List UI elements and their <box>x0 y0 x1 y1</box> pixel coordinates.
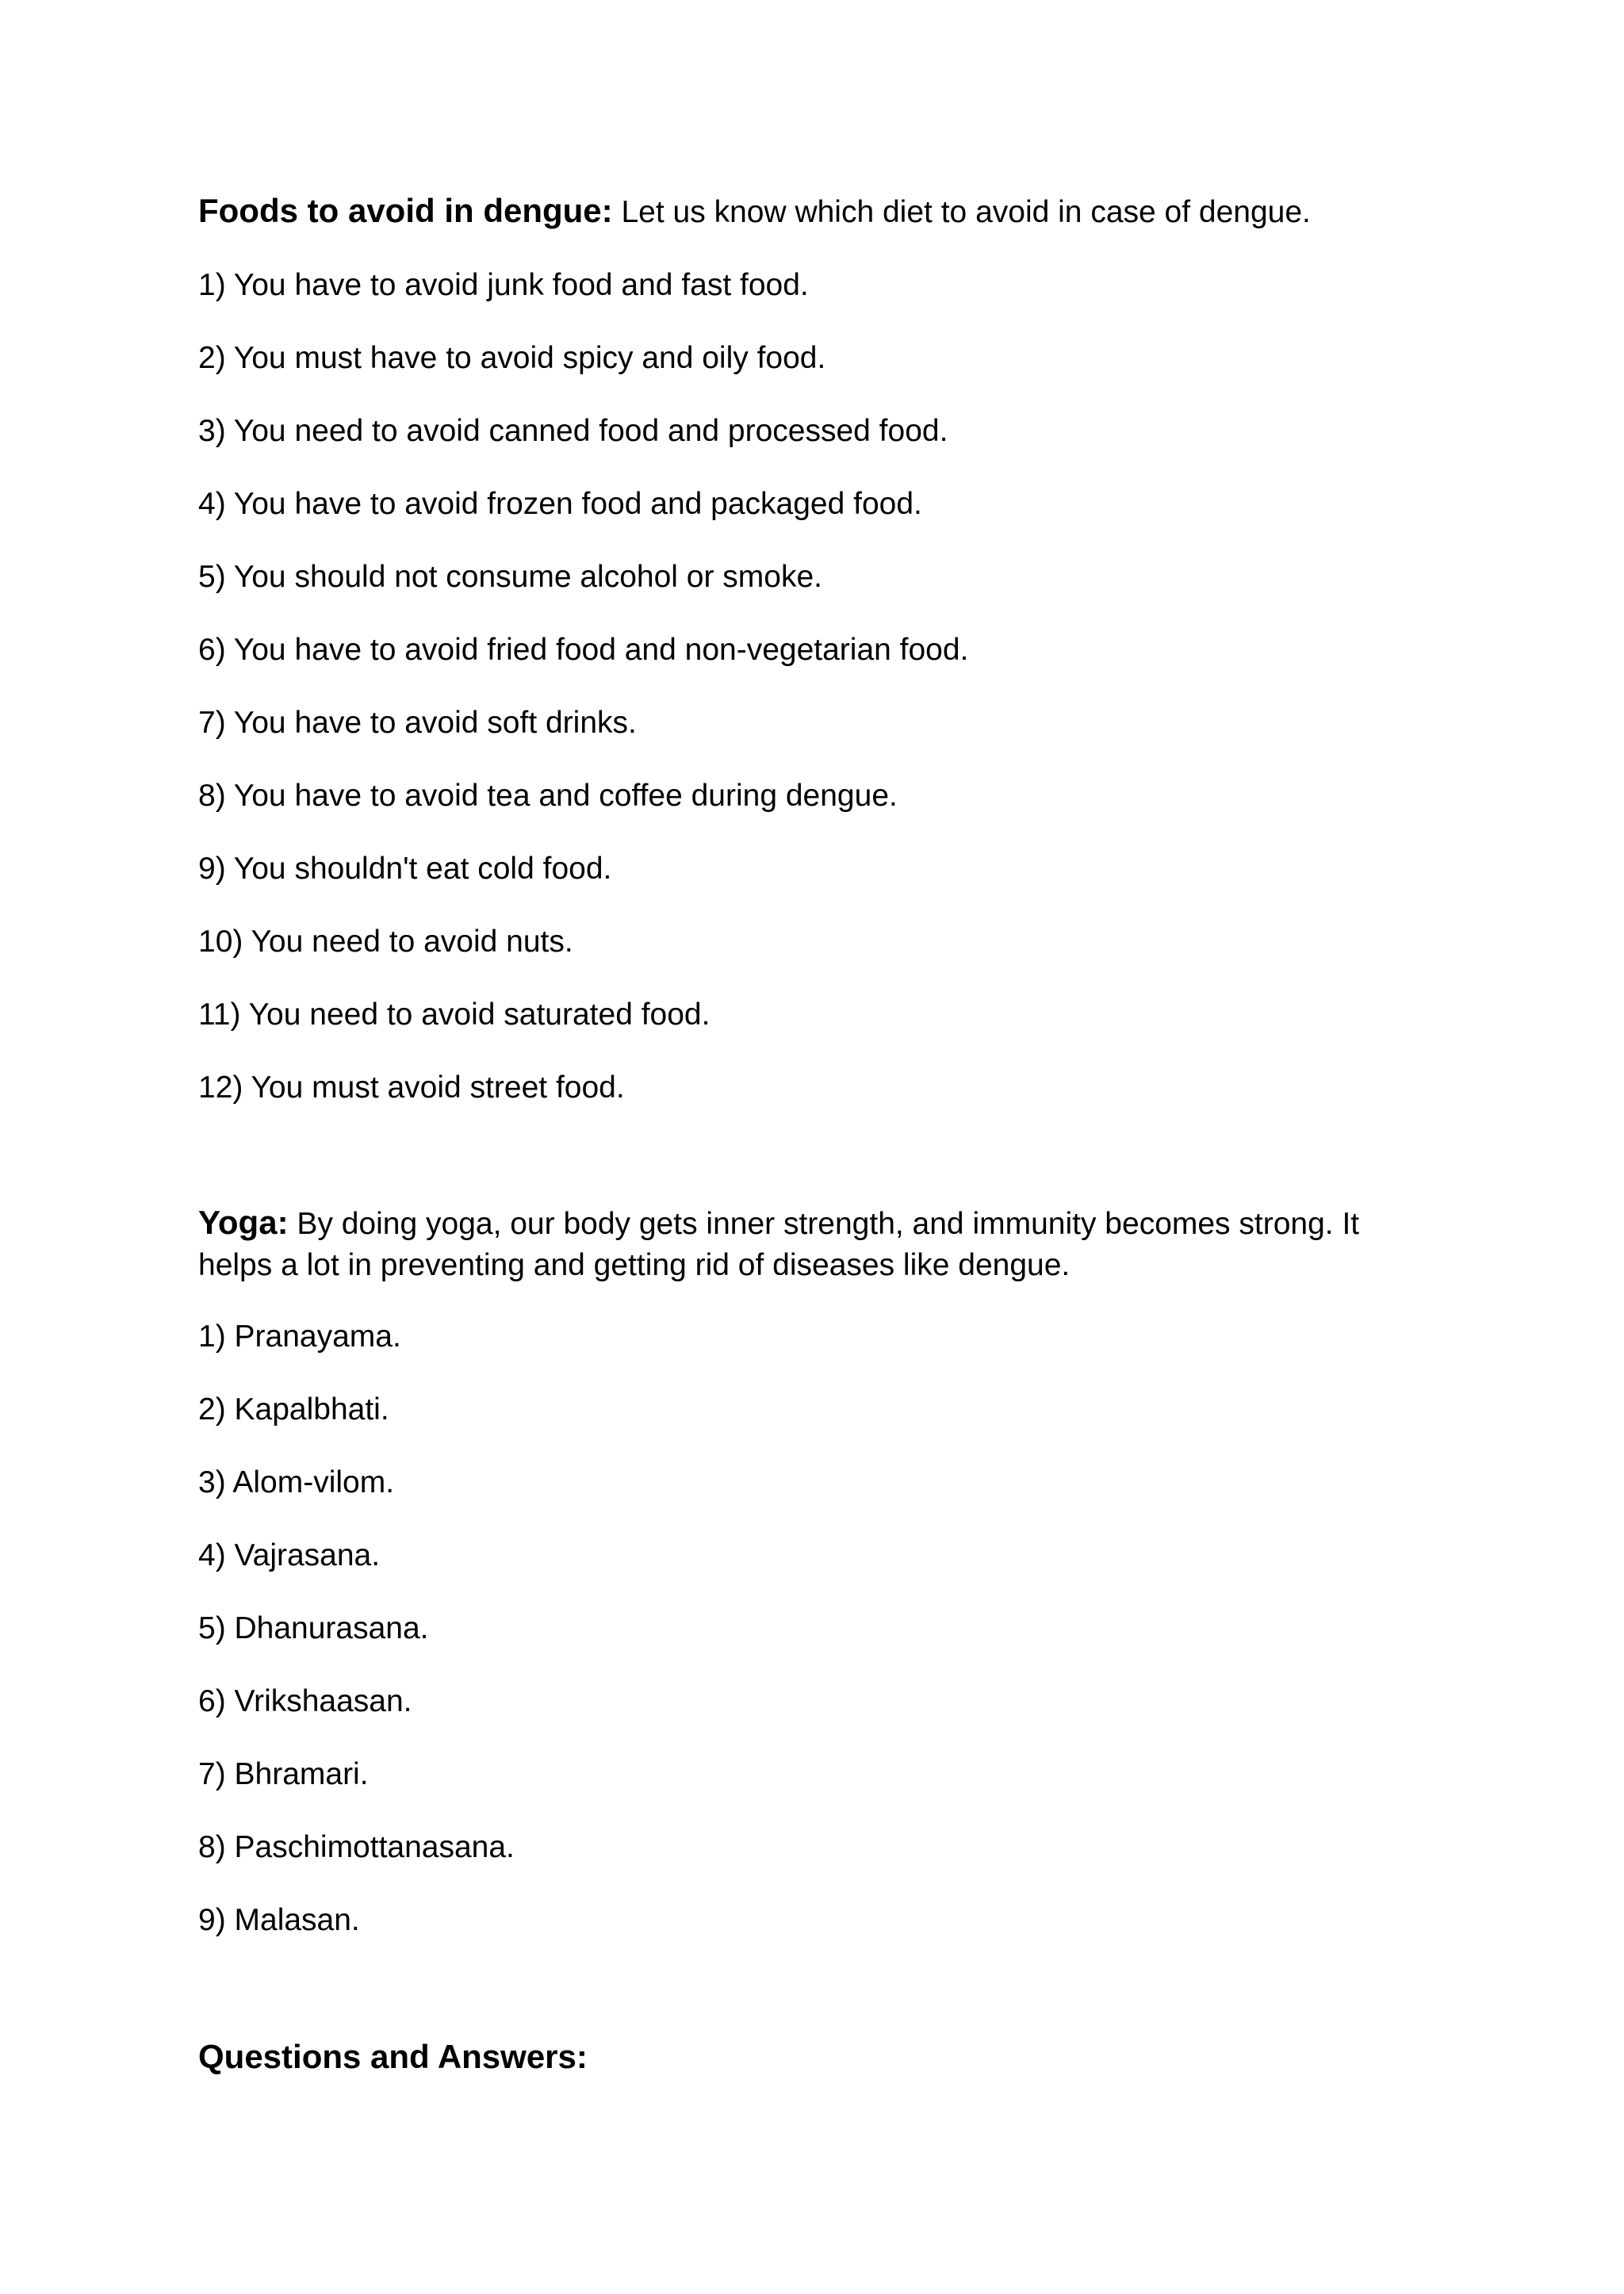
list-item: 8) You have to avoid tea and coffee during dengue. <box>198 779 898 813</box>
questions-answers-section <box>198 2036 1435 2078</box>
list-item: 2) Kapalbhati. <box>198 1392 389 1427</box>
list-item: 7) You have to avoid soft drinks. <box>198 706 637 740</box>
yoga-intro-paragraph <box>198 1202 1435 1286</box>
list-item: 4) You have to avoid frozen food and packaged food. <box>198 487 922 521</box>
foods-heading: Foods to avoid in dengue: <box>198 192 613 229</box>
foods-intro-text: Let us know which diet to avoid in case of dengue. <box>612 195 1311 229</box>
list-item: 8) Paschimottanasana. <box>198 1830 515 1864</box>
yoga-list <box>198 1316 1435 1941</box>
qa-heading: Questions and Answers: <box>198 2038 588 2075</box>
list-item: 5) Dhanurasana. <box>198 1611 429 1645</box>
list-item: 11) You need to avoid saturated food. <box>198 998 710 1032</box>
foods-intro-paragraph <box>198 190 1435 233</box>
list-item: 9) You shouldn't eat cold food. <box>198 852 612 886</box>
foods-to-avoid-section <box>198 190 1435 1109</box>
list-item: 6) Vrikshaasan. <box>198 1684 412 1718</box>
list-item: 10) You need to avoid nuts. <box>198 925 573 959</box>
list-item: 5) You should not consume alcohol or smoke. <box>198 560 822 594</box>
list-item: 2) You must have to avoid spicy and oily food. <box>198 341 826 375</box>
list-item: 7) Bhramari. <box>198 1757 369 1791</box>
list-item: 6) You have to avoid fried food and non-vegetarian food. <box>198 633 969 667</box>
yoga-heading: Yoga: <box>198 1204 289 1241</box>
list-item: 1) Pranayama. <box>198 1319 401 1354</box>
foods-list <box>198 265 1435 1109</box>
list-item: 3) Alom-vilom. <box>198 1465 395 1499</box>
list-item: 4) Vajrasana. <box>198 1538 381 1572</box>
document-page <box>198 190 1435 2078</box>
yoga-intro-text: By doing yoga, our body gets inner strength, and immunity becomes strong. It helps a lot in preventing and getting rid of diseases like dengue. <box>198 1207 1360 1282</box>
list-item: 9) Malasan. <box>198 1903 360 1937</box>
yoga-section <box>198 1202 1435 1941</box>
list-item: 12) You must avoid street food. <box>198 1070 625 1105</box>
list-item: 1) You have to avoid junk food and fast food. <box>198 268 809 302</box>
list-item: 3) You need to avoid canned food and processed food. <box>198 414 948 448</box>
